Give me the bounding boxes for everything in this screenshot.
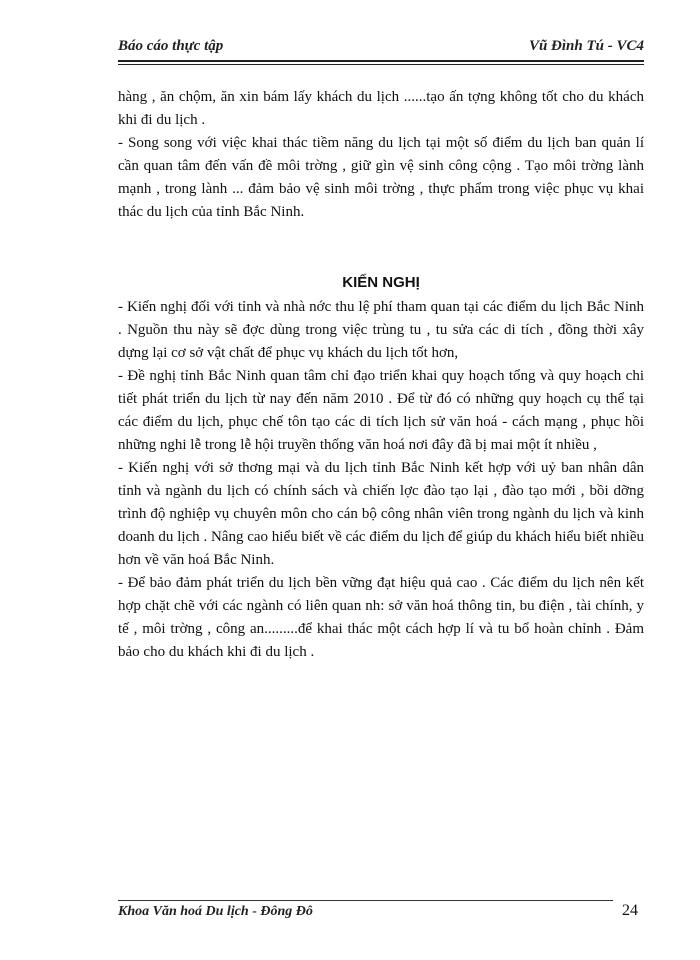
footer-rule xyxy=(118,900,613,901)
page-footer xyxy=(118,900,638,930)
page-body xyxy=(118,86,644,664)
page-header xyxy=(118,38,644,62)
header-author: Vũ Đình Tú - VC4 xyxy=(528,38,644,54)
recommendation-paragraph: - Kiến nghị đối với tỉnh và nhà nớc thu lệ phí tham quan tại các điểm du lịch Bắc Ninh . Nguồn thu này sẽ đợc dùng trong việc trùng tu , tu sửa các di tích , đồng thời xây dựng lại cơ sở vật chất để phục vụ khách du lịch tốt hơn, xyxy=(118,299,644,361)
recommendation-paragraph: - Đề nghị tỉnh Bắc Ninh quan tâm chỉ đạo triển khai quy hoạch tổng và quy hoạch chi tiết phát triển du lịch từ nay đến năm 2010 . Để từ đó có những quy hoạch cụ thể tại các điểm du lịch, phục chế tôn tạo các di tích lịch sử văn hoá - cách mạng , phục hồi những nghi lễ trong lễ hội truyền thống văn hoá nơi đây đã bị mai một ít nhiều , xyxy=(118,368,644,453)
recommendation-paragraph: - Kiến nghị với sở thơng mại và du lịch tỉnh Bắc Ninh kết hợp với uỷ ban nhân dân tỉnh và ngành du lịch có chính sách và chiến lợc đào tạo lại , đào tạo mới , bồi dỡng trình độ nghiệp vụ chuyên môn cho cán bộ công nhân viên trong ngành du lịch và kinh doanh du lịch . Nâng cao hiểu biết về các điểm du lịch để giúp du khách hiểu biết nhiều hơn về văn hoá Bắc Ninh. xyxy=(118,460,644,568)
header-report-title: Báo cáo thực tập xyxy=(118,38,224,54)
intro-paragraph: - Song song với việc khai thác tiềm năng du lịch tại một số điểm du lịch ban quản lí cần quan tâm đến vấn đề môi trờng , giữ gìn vệ sinh công cộng . Tạo môi trờng lành mạnh , trong lành ... đảm bảo vệ sinh môi trờng , thực phẩm trong việc phục vụ khai thác du lịch của tỉnh Bắc Ninh. xyxy=(118,135,644,220)
page-number: 24 xyxy=(622,902,638,919)
intro-paragraph: hàng , ăn chộm, ăn xin bám lấy khách du lịch ......tạo ấn tợng không tốt cho du khách khi đi du lịch . xyxy=(118,89,644,128)
recommendation-paragraph: - Để bảo đảm phát triển du lịch bền vững đạt hiệu quả cao . Các điểm du lịch nên kết hợp chặt chẽ với các ngành có liên quan nh: sở văn hoá thông tin, bu điện , tài chính, y tế , môi trờng , công an.........để khai thác một cách hợp lí và tu bổ hoàn chỉnh . Đảm bảo cho du khách khi đi du lịch . xyxy=(118,575,644,660)
header-rule xyxy=(118,60,644,62)
section-title: KIẾN NGHỊ xyxy=(342,274,420,291)
footer-faculty: Khoa Văn hoá Du lịch - Đông Đô xyxy=(118,904,313,919)
header-rule-thin xyxy=(118,64,644,65)
